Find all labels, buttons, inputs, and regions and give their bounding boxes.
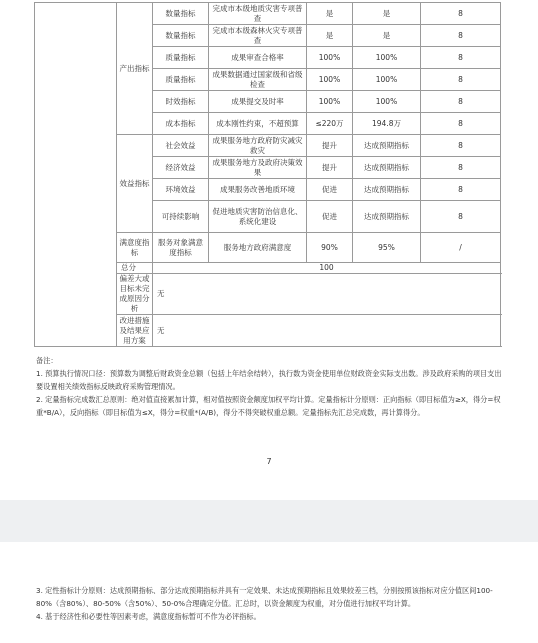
table-row: 经济效益 成果服务地方及政府决策效果 提升 达成预期指标 8 [35,157,501,179]
total-value: 100 [153,263,501,274]
notes-continued [36,584,506,623]
deviation-value: 无 [153,274,501,315]
page-gap [0,500,538,542]
note-3: 3. 定性指标计分原则：达成预期指标、部分达成预期指标并具有一定效果、未达成预期指标且效果较差三档，分别按照该指标对应分值区间100-80%（含80%）、80-50%（含50%）、50-0%合理确定分值。汇总时，以资金额度为权重，对分值进行加权平均计算。 [36,586,493,608]
table-row: 效益指标 社会效益 成果服务地方政府防灾减灾救灾 提升 达成预期指标 8 [35,135,501,157]
table-row: 可持续影响 促进地质灾害防治信息化、系统化建设 促进 达成预期指标 8 [35,201,501,233]
improve-label: 改进措施及结果应用方案 [117,315,153,347]
category-output: 产出指标 [117,3,153,135]
performance-table [34,2,501,347]
note-1: 1. 预算执行情况口径：预算数为调整后财政资金总额（包括上年结余结转），执行数为资金使用单位财政资金实际支出数。涉及政府采购的项目支出要设置相关绩效指标反映政府采购管理情况。 [36,369,502,391]
category-benefit: 效益指标 [117,135,153,233]
note-2: 2. 定量指标完成数汇总原则：绝对值直接累加计算，相对值按照资金额度加权平均计算。定量指标计分原则：正向指标（即目标值为≥X，得分=权重*B/A），反向指标（即目标值为≤X，得分=权重*(A/B)，得分不得突破权重总额。定量指标先汇总完成数，再计算得分。 [36,395,501,417]
table-row: 时效指标 成果提交及时率 100% 100% 8 [35,91,501,113]
table-row: 质量指标 成果数据通过国家级和省级检查 100% 100% 8 [35,69,501,91]
table-row: 成本指标 成本刚性约束，不超预算 ≤220万 194.8万 8 [35,113,501,135]
table-row: 数量指标 完成市本级森林火灾专项普查 是 是 8 [35,25,501,47]
notes-section [36,354,506,419]
page-number: 7 [266,457,272,466]
table-row: 环境效益 成果服务改善地质环境 促进 达成预期指标 8 [35,179,501,201]
blank-left-column [35,3,117,347]
table-row: 满意度指标 服务对象满意度指标 服务地方政府满意度 90% 95% / [35,233,501,263]
table-row: 产出指标 数量指标 完成市本级地质灾害专项普查 是 是 8 [35,3,501,25]
category-satisfaction: 满意度指标 [117,233,153,263]
notes-heading: 备注： [36,356,58,365]
table-row: 质量指标 成果审查合格率 100% 100% 8 [35,47,501,69]
note-4: 4. 基于经济性和必要性等因素考虑，满意度指标暂可不作为必评指标。 [36,612,261,621]
improve-value: 无 [153,315,501,347]
deviation-label: 偏差大或目标未完成原因分析 [117,274,153,315]
total-label: 总分 [117,263,153,274]
